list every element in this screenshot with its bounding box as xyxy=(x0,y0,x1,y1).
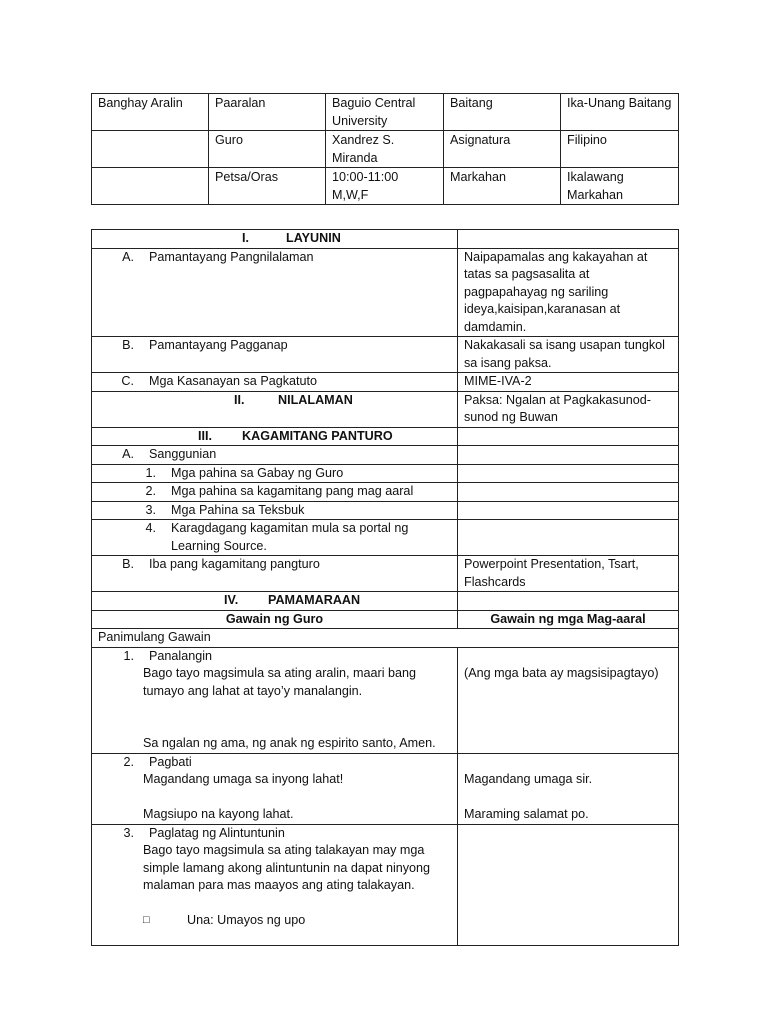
teacher-text: Bago tayo magsimula sa ating talakayan may mga simple lamang akong alintuntunin na dapat ninyong malaman para mas maayos ang ating talakayan. xyxy=(143,843,431,892)
section-content xyxy=(92,391,458,427)
lesson-plan-label: Banghay Aralin xyxy=(92,94,209,131)
section-row xyxy=(92,592,679,611)
section-number: I. xyxy=(242,231,249,245)
teacher-text: Magandang umaga sa inyong lahat! xyxy=(143,772,344,786)
item-label: Pamantayang Pagganap xyxy=(149,338,288,352)
section-row xyxy=(92,230,679,249)
header-table xyxy=(91,93,679,205)
table-row xyxy=(92,629,679,648)
intro-activity-label: Panimulang Gawain xyxy=(92,629,679,648)
item-label: Sanggunian xyxy=(149,447,217,461)
step-title: Panalangin xyxy=(149,648,213,663)
header-row xyxy=(92,94,679,131)
item-marker: 1. xyxy=(145,465,156,480)
empty-cell xyxy=(458,592,679,611)
empty-cell xyxy=(458,520,679,556)
table-row xyxy=(92,483,679,502)
section-row xyxy=(92,427,679,446)
item-marker: B. xyxy=(122,557,134,571)
school-label: Paaralan xyxy=(209,94,326,131)
section-title: LAYUNIN xyxy=(286,231,341,245)
item-value: Nakakasali sa isang usapan tungkol sa isang paksa. xyxy=(458,337,679,373)
section-row xyxy=(92,391,679,427)
item-marker: 4. xyxy=(145,521,156,535)
table-row xyxy=(92,824,679,945)
section-materials xyxy=(92,427,458,446)
item-marker: A. xyxy=(122,249,134,264)
step-marker: 1. xyxy=(123,648,134,663)
item-label: Mga Kasanayan sa Pagkatuto xyxy=(149,374,318,388)
grade-value: Ika-Unang Baitang xyxy=(561,94,679,131)
table-row xyxy=(92,520,679,556)
empty-cell xyxy=(458,464,679,483)
teacher-value: Xandrez S. Miranda xyxy=(326,131,444,168)
step-title: Paglatag ng Alintuntunin xyxy=(149,825,285,840)
grade-label: Baitang xyxy=(444,94,561,131)
rule-item: Una: Umayos ng upo xyxy=(187,913,306,927)
section-number: II. xyxy=(234,392,245,407)
item-marker: 3. xyxy=(145,502,156,517)
step-marker: 2. xyxy=(123,754,134,769)
item-label: Mga Pahina sa Teksbuk xyxy=(171,502,305,517)
student-text: Magandang umaga sir. xyxy=(464,772,593,786)
empty-cell xyxy=(92,131,209,168)
section-title: NILALAMAN xyxy=(278,392,353,407)
item-marker: C. xyxy=(121,374,134,388)
table-row xyxy=(92,337,679,373)
subject-value: Filipino xyxy=(561,131,679,168)
student-text: Maraming salamat po. xyxy=(464,807,589,821)
empty-cell xyxy=(458,824,679,945)
header-row xyxy=(92,168,679,205)
empty-cell xyxy=(458,483,679,502)
item-label: Mga pahina sa kagamitang pang mag aaral xyxy=(171,484,414,498)
empty-cell xyxy=(458,446,679,465)
table-row xyxy=(92,556,679,592)
item-marker: A. xyxy=(122,447,134,461)
item-label: Karagdagang kagamitan mula sa portal ng Learning Source. xyxy=(171,521,409,553)
table-row xyxy=(92,464,679,483)
step-title: Pagbati xyxy=(149,754,192,769)
subject-label: Asignatura xyxy=(444,131,561,168)
item-marker: 2. xyxy=(145,484,156,498)
quarter-label: Markahan xyxy=(444,168,561,205)
item-label: Pamantayang Pangnilalaman xyxy=(149,249,314,264)
step-marker: 3. xyxy=(123,825,134,840)
teacher-text: Sa ngalan ng ama, ng anak ng espirito santo, Amen. xyxy=(143,736,436,750)
empty-cell xyxy=(92,168,209,205)
table-row xyxy=(92,373,679,392)
teacher-activity-header: Gawain ng Guro xyxy=(92,610,458,629)
table-row xyxy=(92,647,679,753)
quarter-value: Ikalawang Markahan xyxy=(561,168,679,205)
table-row xyxy=(92,248,679,337)
section-number: III. xyxy=(198,428,212,443)
section-number: IV. xyxy=(224,593,239,607)
section-objectives xyxy=(92,230,458,249)
item-label: Mga pahina sa Gabay ng Guro xyxy=(171,465,344,480)
item-marker: B. xyxy=(122,338,134,352)
date-time-label: Petsa/Oras xyxy=(209,168,326,205)
item-value: MIME-IVA-2 xyxy=(458,373,679,392)
item-value: Powerpoint Presentation, Tsart, Flashcards xyxy=(458,556,679,592)
teacher-text: Magsiupo na kayong lahat. xyxy=(143,807,294,821)
school-value: Baguio Central University xyxy=(326,94,444,131)
header-row xyxy=(92,131,679,168)
student-activity-header: Gawain ng mga Mag-aaral xyxy=(458,610,679,629)
lesson-plan-table xyxy=(91,229,679,946)
topic-value: Paksa: Ngalan at Pagkakasunod-sunod ng Buwan xyxy=(458,391,679,427)
date-time-value: 10:00-11:00 M,W,F xyxy=(326,168,444,205)
section-title: PAMAMARAAN xyxy=(268,593,361,607)
table-row xyxy=(92,753,679,824)
section-procedure xyxy=(92,592,458,611)
empty-cell xyxy=(458,230,679,249)
table-row xyxy=(92,501,679,520)
student-text: (Ang mga bata ay magsisipagtayo) xyxy=(464,666,659,680)
checkbox-icon: □ xyxy=(143,914,150,926)
table-row xyxy=(92,446,679,465)
section-title: KAGAMITANG PANTURO xyxy=(242,428,393,443)
teacher-label: Guro xyxy=(209,131,326,168)
item-label: Iba pang kagamitang pangturo xyxy=(149,557,320,571)
empty-cell xyxy=(458,427,679,446)
column-header-row xyxy=(92,610,679,629)
teacher-text: Bago tayo magsimula sa ating aralin, maari bang tumayo ang lahat at tayo’y manalangin. xyxy=(143,666,417,698)
item-value: Naipapamalas ang kakayahan at tatas sa pagsasalita at pagpapahayag ng sariling ideya,kaisipan,karanasan at damdamin. xyxy=(458,248,679,337)
empty-cell xyxy=(458,501,679,520)
